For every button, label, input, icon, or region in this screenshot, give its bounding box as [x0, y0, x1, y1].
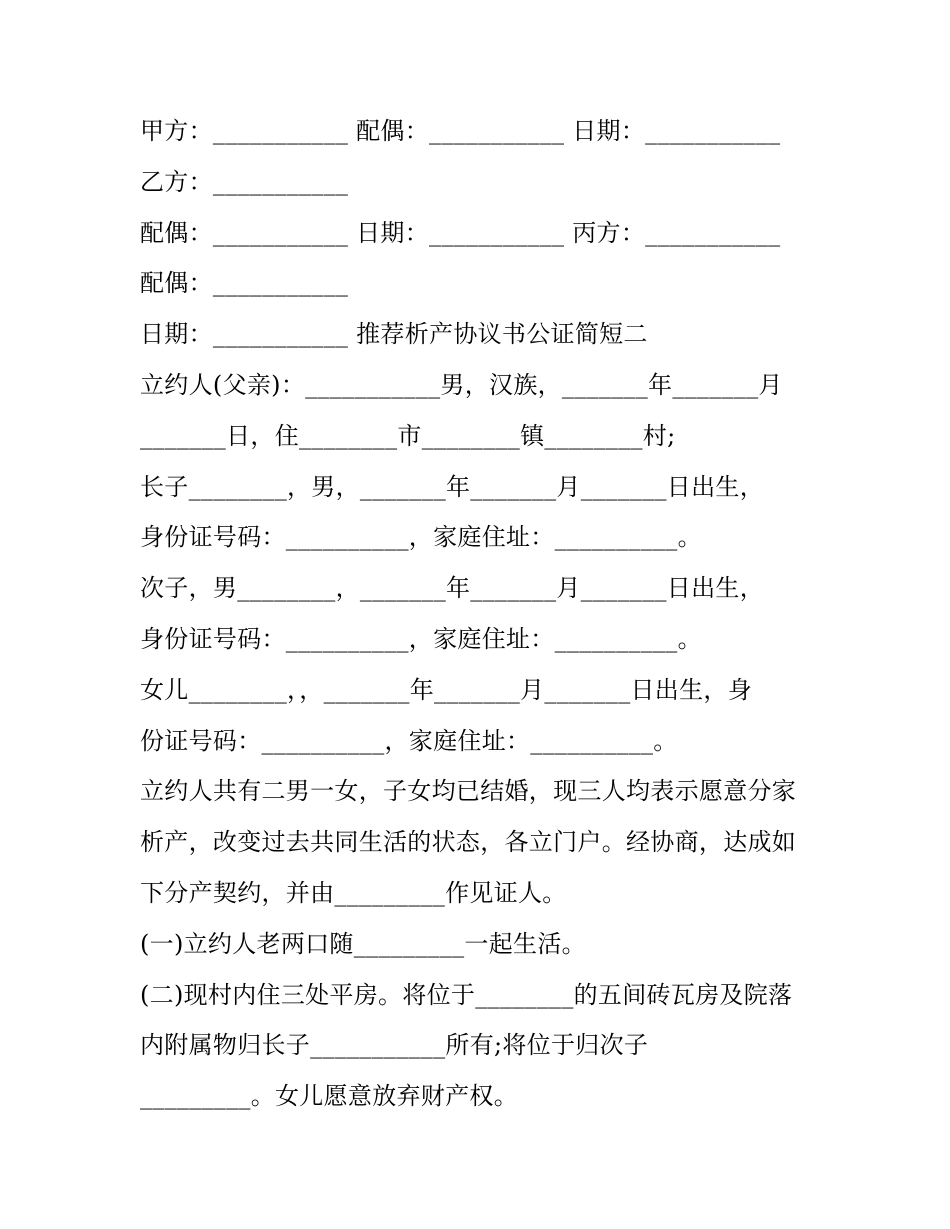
text-line: _________。女儿愿意放弃财产权。 — [140, 1082, 518, 1111]
text-line: (一)立约人老两口随_________一起生活。 — [140, 929, 586, 958]
text-line: 配偶：___________ — [140, 269, 349, 298]
text-line: 女儿________，，_______年_______月_______日出生，身 — [140, 675, 752, 704]
text-line: 次子，男________，_______年_______月_______日出生， — [140, 574, 764, 603]
document-body — [140, 106, 820, 1122]
text-line: 日期：___________ 推荐析产协议书公证简短二 — [140, 320, 648, 349]
text-line: 乙方：___________ — [140, 167, 349, 196]
text-line: 身份证号码：__________，家庭住址：__________。 — [140, 523, 702, 552]
text-line: 配偶：___________ 日期：___________ 丙方：___________ — [140, 218, 781, 247]
text-line: 析产，改变过去共同生活的状态，各立门户。经协商，达成如 — [140, 828, 797, 857]
text-line: 甲方：___________ 配偶：___________ 日期：___________ — [140, 117, 781, 145]
text-line: (二)现村内住三处平房。将位于________的五间砖瓦房及院落 — [140, 980, 793, 1009]
text-line: 长子________，男，_______年_______月_______日出生， — [140, 472, 764, 501]
text-line: 下分产契约，并由_________作见证人。 — [140, 878, 567, 907]
text-line: 内附属物归长子___________所有;将位于归次子 — [140, 1031, 649, 1060]
text-line: _______日，住________市________镇________村; — [140, 421, 676, 450]
text-line: 份证号码：__________，家庭住址：__________。 — [140, 726, 678, 755]
text-line: 立约人共有二男一女，子女均已结婚，现三人均表示愿意分家 — [140, 777, 797, 806]
text-line: 立约人(父亲)：___________男，汉族，_______年_______月 — [140, 370, 783, 399]
text-line: 身份证号码：__________，家庭住址：__________。 — [140, 624, 702, 653]
